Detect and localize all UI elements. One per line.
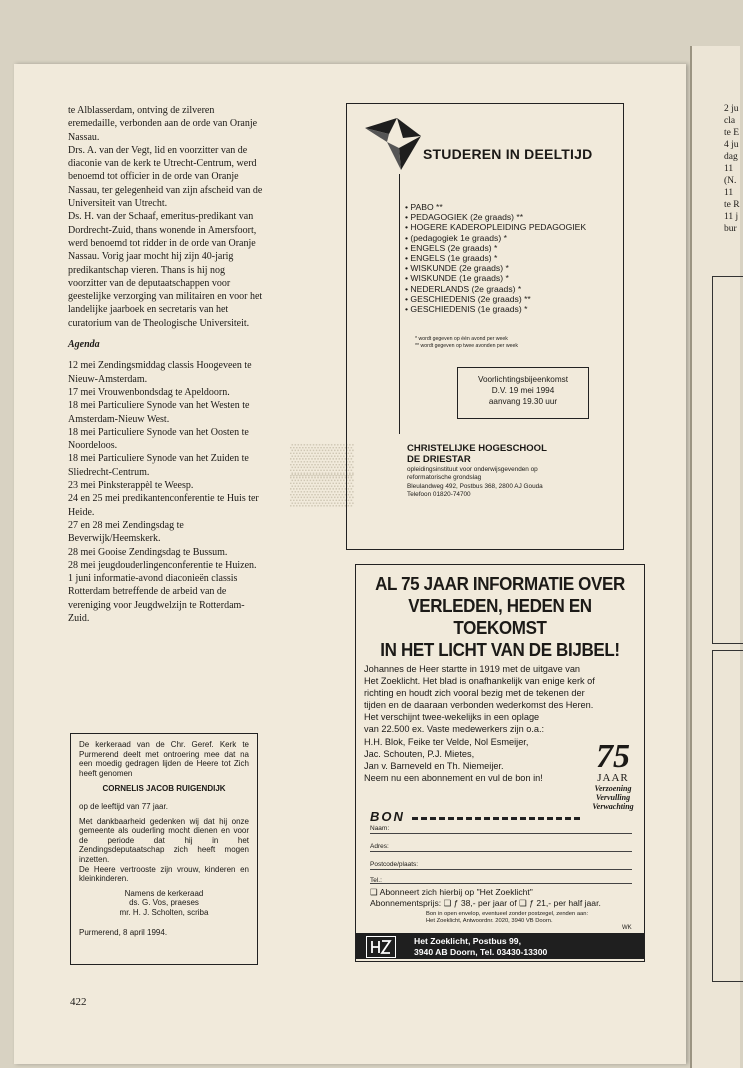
driestar-logo-icon xyxy=(363,114,423,174)
next-page-text: 11 j xyxy=(724,212,739,222)
agenda-item: 27 en 28 mei Zendingsdag te Beverwijk/Heemskerk. xyxy=(68,519,184,545)
phone-field[interactable]: Tel.: xyxy=(370,873,632,884)
next-page-text: (N. xyxy=(724,176,737,186)
meeting-time: aanvang 19.30 uur xyxy=(488,397,558,406)
notice-age: op de leeftijd van 77 jaar. xyxy=(79,801,168,811)
course-text: (pedagogiek 1e graads) * xyxy=(410,232,507,243)
agenda-item: 18 mei Particuliere Synode van het Oosten te Noordeloos. xyxy=(68,426,249,452)
show-through: ▒▒▒ ▒▒▒ xyxy=(290,443,354,506)
agenda-item: 28 mei jeugdouderlingenconferentie te Huizen. xyxy=(68,559,257,571)
course-item-cont xyxy=(405,233,586,243)
body-line: H.H. Blok, Feike ter Velde, Nol Esmeijer, xyxy=(364,736,529,747)
place-date: Purmerend, 8 april 1994. xyxy=(79,927,168,937)
body-line: van 22.500 ex. Vaste medewerkers zijn o.a.: xyxy=(364,724,545,735)
school-address: Bleulandweg 492, Postbus 368, 2800 AJ Gouda xyxy=(407,482,543,490)
course-item: • HOGERE KADEROPLEIDING PEDAGOGIEK xyxy=(405,222,586,232)
agenda-item: 18 mei Particuliere Synode van het Zuiden te Sliedrecht-Centrum. xyxy=(68,453,249,478)
mailing-instructions xyxy=(426,911,634,925)
ad-headline xyxy=(368,573,633,661)
body-line: Neem nu een abonnement en vul de bon in! xyxy=(364,772,543,783)
left-text-column xyxy=(68,104,264,625)
subscribe-checkbox[interactable]: ❑ Abonneert zich hierbij op "Het Zoeklicht" xyxy=(370,887,533,897)
paragraph: Drs. A. van der Vegt, lid en voorzitter van de diaconie van de kerk te Utrecht-Centrum, werd benoemd tot officier in de orde van Oranje Nassau, ter gelegenheid van zijn afscheid van de Universiteit van Utrecht. xyxy=(68,144,263,210)
notice-body: Met dankbaarheid gedenken wij dat hij onze gemeente als ouderling mocht dienen en voor de periode dat hij in het Zendingsdeputaatschap zich heeft mogen inzetten. xyxy=(79,816,249,864)
notice-intro: De kerkeraad van de Chr. Geref. Kerk te Purmerend deelt met ontroering mee dat na een moedig gedragen lijden de Heere tot Zich heeft genomen xyxy=(79,740,249,778)
body-line: richting en houdt zich vooral bezig met de tekenen der xyxy=(364,688,585,699)
notice-trust: De Heere vertrooste zijn vrouw, kinderen en kleinkinderen. xyxy=(79,864,249,884)
footnotes xyxy=(415,336,518,350)
meeting-date: D.V. 19 mei 1994 xyxy=(491,386,555,395)
course-item: • PEDAGOGIEK (2e graads) ** xyxy=(405,212,586,222)
order-coupon xyxy=(356,809,644,961)
headline-line: AL 75 JAAR INFORMATIE OVER xyxy=(375,573,625,594)
footnote: * wordt gegeven op één avond per week xyxy=(415,336,508,342)
course-list xyxy=(405,202,586,314)
body-line: Johannes de Heer startte in 1919 met de uitgave van xyxy=(364,664,581,674)
body-line: Het verschijnt twee-wekelijks in een oplage xyxy=(364,712,540,723)
badge-jaar: JAAR xyxy=(597,772,629,784)
agenda-item: 23 mei Pinksterappèl te Weesp. xyxy=(68,480,194,492)
course-item: • WISKUNDE (2e graads) * xyxy=(405,263,586,273)
next-page-text: 11 xyxy=(724,188,734,198)
badge-line: Verzoening xyxy=(594,784,632,793)
body-line: Jan v. Barneveld en Th. Niemeijer. xyxy=(364,760,504,771)
contact-bar xyxy=(356,933,644,959)
body-line: tijden en de daaraan verbonden wederkomst des Heren. xyxy=(364,700,594,711)
info-meeting-box xyxy=(457,367,589,419)
meeting-title: Voorlichtingsbijeenkomst xyxy=(477,375,569,384)
coupon-label: BON xyxy=(370,809,405,824)
ad-het-zoeklicht xyxy=(355,564,645,962)
next-page-text: 2 ju xyxy=(724,104,739,114)
next-page-box xyxy=(712,650,743,982)
headline-line: IN HET LICHT VAN DE BIJBEL! xyxy=(380,639,620,660)
agenda-item: 18 mei Particuliere Synode van het Westen te Amsterdam-Nieuw West. xyxy=(68,400,250,425)
instruction-line: Het Zoeklicht, Antwoordnr. 2020, 3940 VB Doorn. xyxy=(426,918,553,925)
body-line: Het Zoeklicht. Het blad is onafhankelijk van enige kerk of xyxy=(364,676,595,687)
agenda-item: 1 juni informatie-avond diaconieën classis Rotterdam betreffende de arbeid van de vereniging voor Jeugdwelzijn te Rotterdam-Zuid. xyxy=(68,573,245,624)
course-item: • ENGELS (1e graads) * xyxy=(405,253,586,263)
next-page-text: cla xyxy=(724,116,736,126)
badge-line: Vervulling xyxy=(595,793,631,802)
hz-logo-icon xyxy=(366,936,396,958)
signature-line: mr. H. J. Scholten, scriba xyxy=(119,907,209,917)
footnote: ** wordt gegeven op twee avonden per week xyxy=(415,343,518,349)
agenda-item: 24 en 25 mei predikantenconferentie te Huis ter Heide. xyxy=(68,493,259,518)
address-field[interactable]: Adres: xyxy=(370,837,632,852)
course-item: • NEDERLANDS (2e graads) * xyxy=(405,284,586,294)
next-page-text: te E xyxy=(724,128,740,138)
course-item: • GESCHIEDENIS (2e graads) ** xyxy=(405,294,586,304)
ad-studeren-in-deeltijd xyxy=(346,103,624,550)
contact-line: Het Zoeklicht, Postbus 99, xyxy=(414,936,521,946)
postcode-field[interactable]: Postcode/plaats: xyxy=(370,855,632,870)
agenda-item: 12 mei Zendingsmiddag classis Hoogeveen te Nieuw-Amsterdam. xyxy=(68,360,252,385)
school-detail: opleidingsinstituut voor onderwijsgevenden op xyxy=(407,466,538,473)
paragraph: te Alblasserdam, ontving de zilveren eremedaille, verbonden aan de orde van Oranje Nassau. xyxy=(68,105,258,143)
name-field[interactable]: Naam: xyxy=(370,819,632,834)
badge-number: 75 xyxy=(596,738,630,775)
course-item: • PABO ** xyxy=(405,202,586,212)
signature-block xyxy=(79,889,249,918)
badge-line: Verwachting xyxy=(592,802,634,811)
coupon-code: WK xyxy=(622,925,632,931)
headline-line: VERLEDEN, HEDEN EN TOEKOMST xyxy=(408,595,592,638)
course-item: • ENGELS (2e graads) * xyxy=(405,243,586,253)
contact-line: 3940 AB Doorn, Tel. 03430-13300 xyxy=(414,946,548,957)
school-name: DE DRIESTAR xyxy=(407,454,471,465)
instruction-line: Bon in open envelop, eventueel zonder postzegel, zenden aan: xyxy=(426,911,589,917)
next-page-text: dag xyxy=(724,152,738,162)
price-options[interactable]: Abonnementsprijs: ❑ ƒ 38,- per jaar of ❑ ƒ 21,- per half jaar. xyxy=(370,898,601,908)
page-number: 422 xyxy=(70,996,87,1008)
agenda-heading: Agenda xyxy=(68,339,100,351)
next-page-text: bur xyxy=(724,224,737,234)
agenda-item: 28 mei Gooise Zendingsdag te Bussum. xyxy=(68,546,228,558)
school-info xyxy=(407,443,617,500)
next-page-text: te R xyxy=(724,200,740,210)
next-page-text: 4 ju xyxy=(724,140,739,150)
deceased-name: CORNELIS JACOB RUIGENDIJK xyxy=(102,784,226,794)
school-phone: Telefoon 01820-74700 xyxy=(407,491,471,499)
school-name: CHRISTELIJKE HOGESCHOOL xyxy=(407,443,547,454)
body-line: Jac. Schouten, P.J. Mietes, xyxy=(364,748,475,759)
signature-line: Namens de kerkeraad xyxy=(124,888,204,898)
paragraph: Ds. H. van der Schaaf, emeritus-predikant van Dordrecht-Zuid, thans wonende in Amersfoort, werd benoemd tot ridder in de orde van Oranje Nassau. Vorig jaar mocht hij zijn 40-jarig predikantschap vieren. Thans is hij nog voorzitter van de deputaatschappen voor geestelijke verzorging van militairen en voor het landelijke jaarboek en secretaris van het curatorium van de Theologische Universiteit. xyxy=(68,211,263,329)
course-item: • WISKUNDE (1e graads) * xyxy=(405,273,586,283)
school-detail: reformatorische grondslag xyxy=(407,474,482,482)
signature-line: ds. G. Vos, praeses xyxy=(129,898,199,908)
course-item: • GESCHIEDENIS (1e graads) * xyxy=(405,304,586,314)
next-page-box xyxy=(712,276,743,644)
death-notice xyxy=(70,733,258,965)
divider-line xyxy=(399,174,400,434)
contact-text xyxy=(414,936,547,957)
agenda-item: 17 mei Vrouwenbondsdag te Apeldoorn. xyxy=(68,386,230,398)
next-page-text: 11 xyxy=(724,164,734,174)
ad-title: STUDEREN IN DEELTIJD xyxy=(423,146,593,162)
